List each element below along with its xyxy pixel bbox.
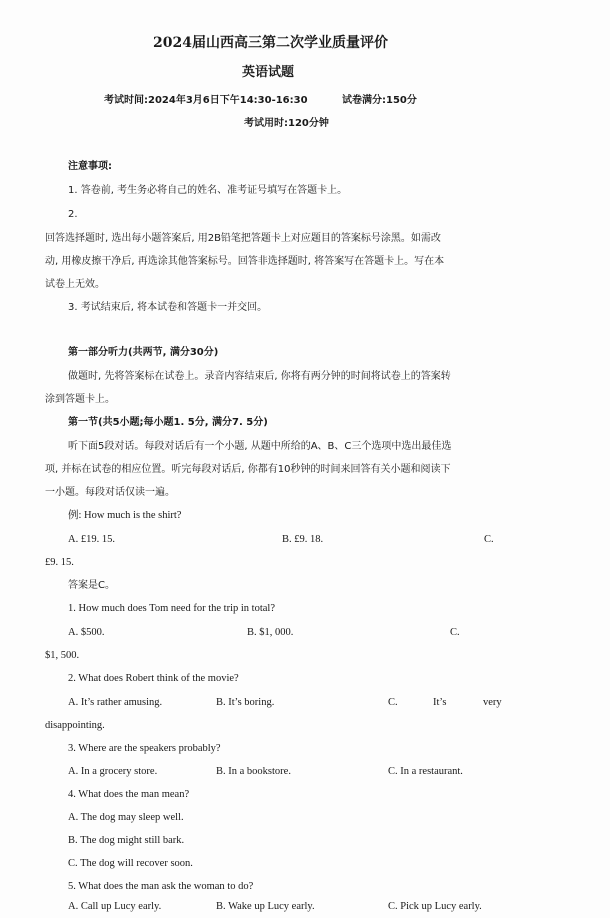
note-2-line-3: 试卷上无效。 <box>45 279 105 290</box>
full-score: 试卷满分:150分 <box>342 95 417 106</box>
exam-title: 2024届山西高三第二次学业质量评价 <box>153 35 388 51</box>
question-2: 2. What does Robert think of the movie? <box>68 673 239 684</box>
subject-title: 英语试题 <box>242 65 295 80</box>
note-2-line-1: 回答选择题时, 选出每小题答案后, 用2B铅笔把答题卡上对应题目的答案标号涂黑。如需改 <box>45 233 441 244</box>
part1-instruction-line-2: 涂到答题卡上。 <box>45 394 115 405</box>
note-2-number: 2. <box>68 209 78 220</box>
question-1-option-b: B. $1, 000. <box>247 627 294 638</box>
section1-heading: 第一节(共5小题;每小题1. 5分, 满分7. 5分) <box>68 417 268 428</box>
note-1: 1. 答卷前, 考生务必将自己的姓名、准考证号填写在答题卡上。 <box>68 185 348 196</box>
question-5: 5. What does the man ask the woman to do? <box>68 881 254 892</box>
question-2-option-c-label: C. <box>388 697 398 708</box>
exam-time: 考试时间:2024年3月6日下午14:30-16:30 <box>104 95 308 106</box>
exam-duration: 考试用时:120分钟 <box>244 118 329 129</box>
question-3: 3. Where are the speakers probably? <box>68 743 221 754</box>
example-option-c-text: £9. 15. <box>45 557 74 568</box>
part1-heading: 第一部分听力(共两节, 满分30分) <box>68 347 219 358</box>
section1-instruction-line-1: 听下面5段对话。每段对话后有一个小题, 从题中所给的A、B、C三个选项中选出最佳选 <box>68 441 452 452</box>
question-2-option-c-text: disappointing. <box>45 720 105 731</box>
question-3-option-c: C. In a restaurant. <box>388 766 463 777</box>
question-1: 1. How much does Tom need for the trip in total? <box>68 603 275 614</box>
question-3-option-a: A. In a grocery store. <box>68 766 158 777</box>
question-4-option-c: C. The dog will recover soon. <box>68 858 193 869</box>
example-question: 例: How much is the shirt? <box>68 510 182 521</box>
example-option-b: B. £9. 18. <box>282 534 324 545</box>
question-5-option-c: C. Pick up Lucy early. <box>388 901 482 912</box>
question-1-option-c-label: C. <box>450 627 460 638</box>
question-5-option-a: A. Call up Lucy early. <box>68 901 162 912</box>
question-3-option-b: B. In a bookstore. <box>216 766 291 777</box>
question-4-option-b: B. The dog might still bark. <box>68 835 185 846</box>
example-option-c-label: C. <box>484 534 494 545</box>
question-1-option-c-text: $1, 500. <box>45 650 80 661</box>
question-2-option-b: B. It’s boring. <box>216 697 275 708</box>
example-option-a: A. £19. 15. <box>68 534 115 545</box>
question-4: 4. What does the man mean? <box>68 789 190 800</box>
notes-heading: 注意事项: <box>68 161 112 172</box>
question-2-option-c-word-1: It’s <box>433 697 447 708</box>
question-2-option-c-word-2: very <box>483 697 502 708</box>
question-1-option-a: A. $500. <box>68 627 105 638</box>
note-3: 3. 考试结束后, 将本试卷和答题卡一并交回。 <box>68 302 268 313</box>
question-2-option-a: A. It’s rather amusing. <box>68 697 163 708</box>
note-2-line-2: 动, 用橡皮擦干净后, 再选涂其他答案标号。回答非选择题时, 将答案写在答题卡上。写在本 <box>45 256 445 267</box>
example-answer: 答案是C。 <box>68 580 115 591</box>
section1-instruction-line-3: 一小题。每段对话仅读一遍。 <box>45 487 175 498</box>
section1-instruction-line-2: 项, 并标在试卷的相应位置。听完每段对话后, 你都有10秒钟的时间来回答有关小题和阅读下 <box>45 464 451 475</box>
part1-instruction-line-1: 做题时, 先将答案标在试卷上。录音内容结束后, 你将有两分钟的时间将试卷上的答案转 <box>68 371 451 382</box>
question-5-option-b: B. Wake up Lucy early. <box>216 901 315 912</box>
question-4-option-a: A. The dog may sleep well. <box>68 812 184 823</box>
